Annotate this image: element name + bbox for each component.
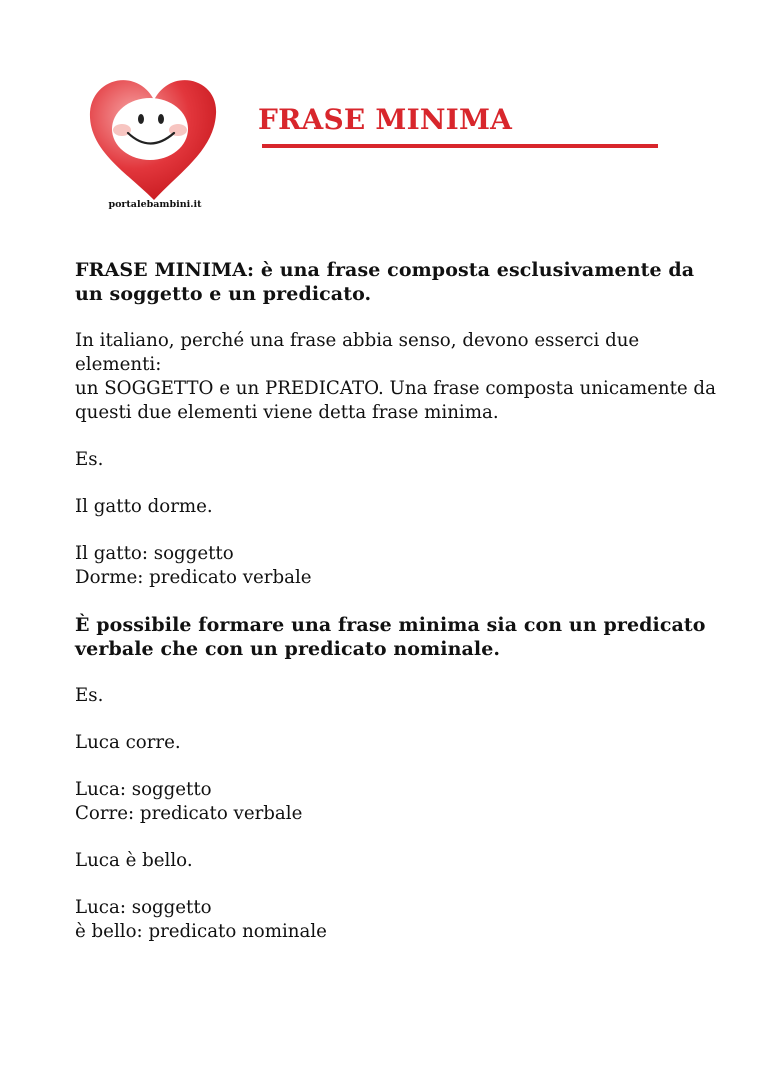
definition-line: FRASE MINIMA: è una frase composta esclusivamente da <box>75 259 695 281</box>
example-analysis <box>75 778 725 826</box>
rule-paragraph <box>75 613 725 661</box>
example-sentence: Luca è bello. <box>75 850 193 871</box>
example-sentence: Luca corre. <box>75 732 181 753</box>
subject-line: Il gatto: soggetto <box>75 543 234 564</box>
example-sentence: Il gatto dorme. <box>75 496 213 517</box>
intro-line: questi due elementi viene detta frase minima. <box>75 402 499 423</box>
definition-paragraph <box>75 258 725 306</box>
logo-caption: portalebambini.it <box>108 199 202 210</box>
subject-line: Luca: soggetto <box>75 897 212 918</box>
intro-line: In italiano, perché una frase abbia senso, devono esserci due elementi: <box>75 330 640 375</box>
smiling-heart-icon <box>86 72 222 202</box>
intro-line: un SOGGETTO e un PREDICATO. Una frase composta unicamente da <box>75 378 716 399</box>
definition-line: un soggetto e un predicato. <box>75 283 372 305</box>
predicate-line: Corre: predicato verbale <box>75 803 303 824</box>
logo <box>86 72 222 222</box>
document-body <box>75 258 725 967</box>
example-analysis <box>75 542 725 590</box>
example-label: Es. <box>75 449 104 470</box>
predicate-line: Dorme: predicato verbale <box>75 567 312 588</box>
rule-line: verbale che con un predicato nominale. <box>75 638 501 660</box>
rule-line: È possibile formare una frase minima sia con un predicato <box>75 614 706 636</box>
example-analysis <box>75 896 725 944</box>
subject-line: Luca: soggetto <box>75 779 212 800</box>
title-underline <box>262 144 658 148</box>
intro-paragraph <box>75 329 725 425</box>
page-title: FRASE MINIMA <box>258 103 513 136</box>
predicate-line: è bello: predicato nominale <box>75 921 327 942</box>
example-label: Es. <box>75 685 104 706</box>
